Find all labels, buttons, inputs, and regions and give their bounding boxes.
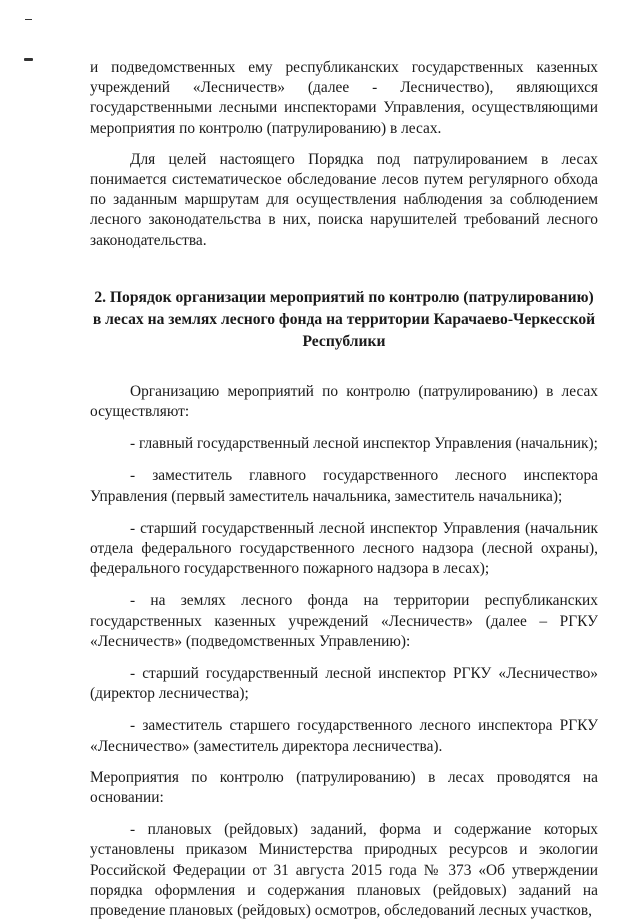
paragraph-organizers-intro: Организацию мероприятий по контролю (патрулированию) в лесах осуществляют:	[90, 382, 598, 421]
document-body	[90, 58, 598, 921]
list-item-senior-forestry-inspector: - старший государственный лесной инспектор РГКУ «Лесничество» (директор лесничества);	[90, 665, 598, 703]
list-item-deputy-chief-inspector: - заместитель главного государственного лесного инспектора Управления (первый заместитель начальника, заместитель начальника);	[90, 467, 598, 505]
scan-artifact-mark	[24, 58, 33, 61]
scan-artifact-mark	[25, 19, 32, 20]
paragraph-patrol-definition: Для целей настоящего Порядка под патрулированием в лесах понимается систематическое обследование лесов путем регулярного обхода по заданным маршрутам для осуществления наблюдения за соблюдением лесного законодательства в них, поиска нарушителей требований лесного законодательства.	[90, 150, 598, 249]
paragraph-continuation: и подведомственных ему республиканских государственных казенных учреждений «Лесничеств» (далее - Лесничество), являющихся государственными лесными инспекторами Управления, осуществляющими мероприятия по контролю (патрулированию) в лесах.	[90, 59, 598, 137]
section-heading: 2. Порядок организации мероприятий по контролю (патрулированию) в лесах на землях лесного фонда на территории Карачаево-Черкесской Республики	[92, 288, 596, 350]
list-item-chief-inspector: - главный государственный лесной инспектор Управления (начальник);	[130, 435, 598, 453]
list-item-forestry-lands: - на землях лесного фонда на территории республиканских государственных казенных учреждений «Лесничеств» (далее – РГКУ «Лесничеств» (подведомственных Управлению):	[90, 592, 598, 650]
list-item-senior-inspector: - старший государственный лесной инспектор Управления (начальник отдела федерального государственного лесного надзора (лесной охраны), федерального государственного пожарного надзора в лесах);	[90, 519, 598, 578]
list-item-deputy-forestry-inspector: - заместитель старшего государственного лесного инспектора РГКУ «Лесничество» (заместитель директора лесничества).	[90, 717, 598, 755]
list-item-planned-tasks: - плановых (рейдовых) заданий, форма и содержание которых установлены приказом Министерства природных ресурсов и экологии Российской Федерации от 31 августа 2015 года № 373 «Об утверждении порядка оформления и содержания плановых (рейдовых) заданий на проведение плановых (рейдовых) осмотров, обследований лесных участков,	[90, 821, 598, 920]
paragraph-grounds-intro: Мероприятия по контролю (патрулированию) в лесах проводятся на основании:	[90, 768, 598, 807]
